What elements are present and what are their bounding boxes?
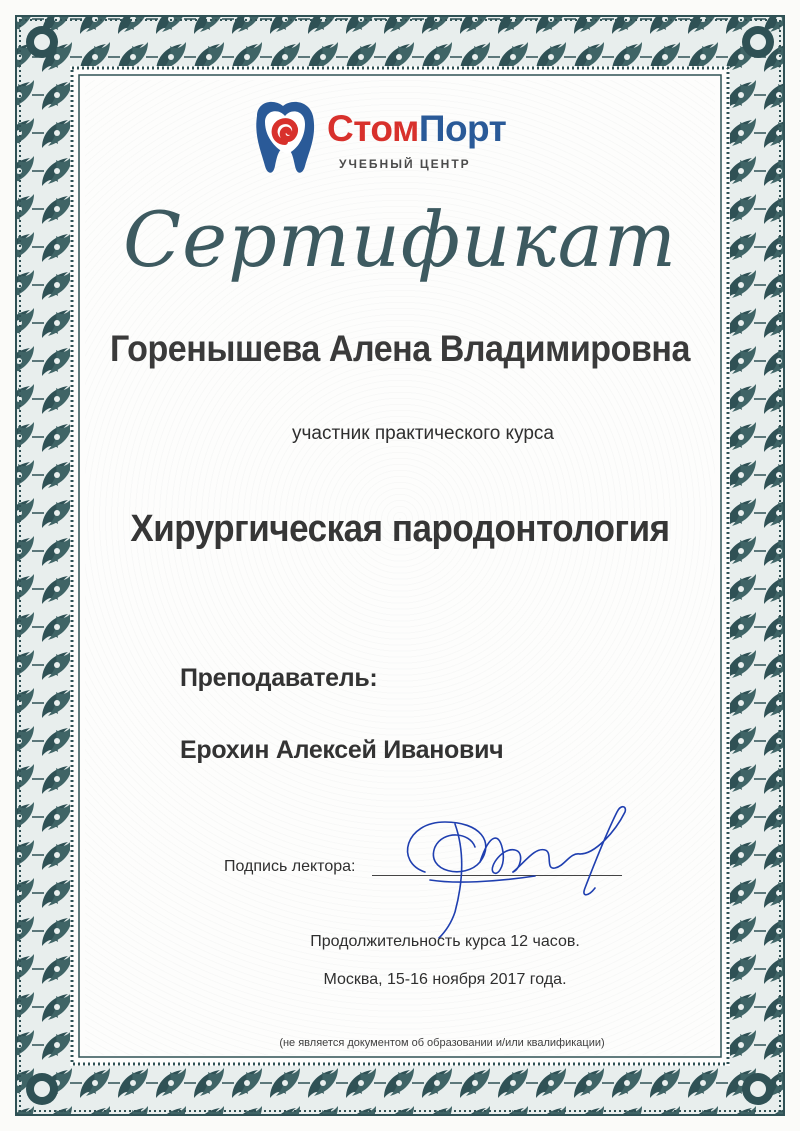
- disclaimer-note: (не является документом об образовании и/или квалификации): [279, 1037, 605, 1049]
- teacher-label: Преподаватель:: [180, 664, 378, 692]
- certificate-body: [85, 80, 715, 1055]
- place-and-date: Москва, 15-16 ноября 2017 года.: [323, 971, 567, 988]
- brand-subtitle: УЧЕБНЫЙ ЦЕНТР: [339, 157, 471, 171]
- teacher-name: Ерохин Алексей Иванович: [180, 736, 504, 764]
- participant-text: участник практического курса: [292, 423, 554, 444]
- handwritten-signature: [385, 792, 635, 942]
- signature-label: Подпись лектора:: [224, 858, 356, 875]
- brand-name: СтомПорт: [327, 108, 507, 149]
- certificate-heading: Сертификат: [123, 195, 677, 284]
- course-title: Хирургическая пародонтология: [130, 508, 670, 550]
- recipient-name: Горенышева Алена Владимировна: [109, 328, 691, 369]
- course-duration: Продолжительность курса 12 часов.: [310, 933, 580, 950]
